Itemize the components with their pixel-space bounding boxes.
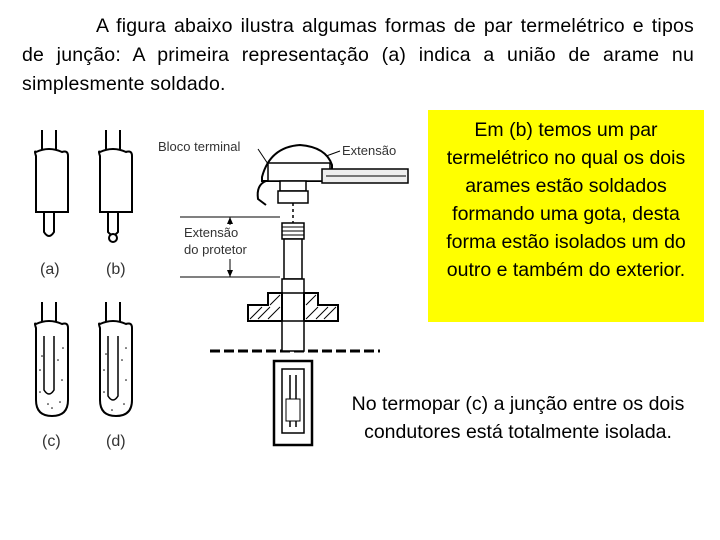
- highlight-paragraph: Em (b) temos um par termelétrico no qual os dois arames estão soldados formando uma gota, desta forma estão isolados um do outro e também do exterior.: [428, 110, 704, 322]
- junction-b-drawing: [99, 130, 132, 242]
- junction-label-b: (b): [106, 261, 126, 278]
- extensao-protetor-label-2: do protetor: [184, 242, 247, 257]
- bloco-terminal-label: Bloco terminal: [158, 139, 241, 154]
- extensao-protetor-label-1: Extensão: [184, 225, 239, 240]
- junction-label-d: (d): [106, 433, 126, 450]
- bottom-paragraph: No termopar (c) a junção entre os dois condutores está totalmente isolada.: [351, 393, 685, 443]
- junction-label-a: (a): [40, 261, 60, 278]
- extensao-label: Extensão: [342, 143, 397, 158]
- junction-a-drawing: [35, 130, 68, 236]
- junction-label-c: (c): [42, 433, 61, 450]
- junction-c-drawing: [35, 302, 68, 416]
- junction-d-drawing: [99, 302, 132, 416]
- intro-paragraph: A figura abaixo ilustra algumas formas de par termelétrico e tipos de junção: A primeira representação (a) indica a união de arame nu simplesmente soldado.: [22, 15, 694, 95]
